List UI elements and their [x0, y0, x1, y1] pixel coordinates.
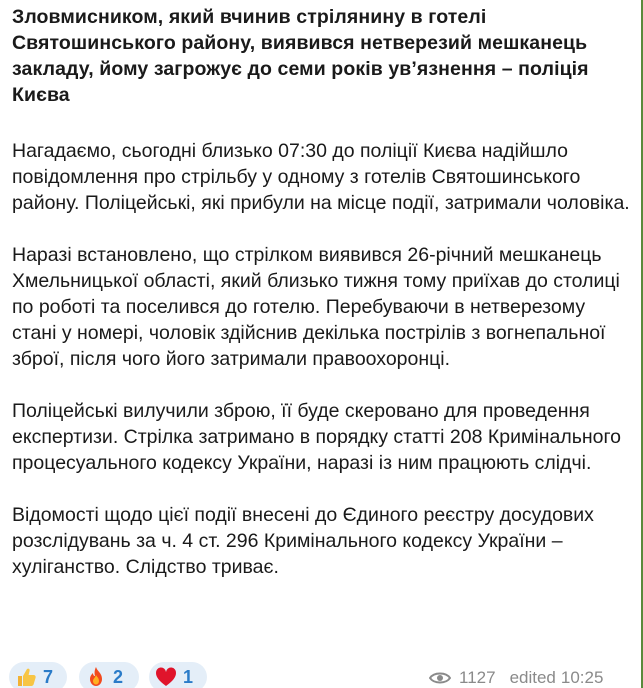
post-paragraph: Нагадаємо, сьогодні близько 07:30 до поліції Києва надійшло повідомлення про стрільбу у одному з готелів Святошинського району. Поліцейські, які прибули на місце події, затримали чоловіка.: [12, 140, 630, 214]
view-count: 1127: [459, 668, 496, 687]
post-footer: [9, 660, 639, 688]
reaction-fire[interactable]: [79, 662, 139, 688]
reaction-count: 1: [183, 666, 194, 687]
eye-icon: [429, 671, 451, 685]
post-meta: [429, 668, 603, 688]
post-paragraph: Наразі встановлено, що стрілком виявився 26-річний мешканець Хмельницької області, який близько тижня тому приїхав до столиці по роботі та поселився до готелю. Перебуваючи в нетверезому стані у номері, чоловік здійснив декілька пострілів з вогнепальної зброї, після чого його затримали правоохоронці.: [12, 244, 620, 370]
reaction-count: 2: [113, 666, 124, 687]
thumbs-up-icon: [15, 666, 37, 688]
reaction-thumbs-up[interactable]: [9, 662, 67, 688]
reaction-count: 7: [43, 666, 54, 687]
channel-post: [12, 0, 634, 580]
fire-icon: [85, 666, 107, 688]
post-paragraph: Поліцейські вилучили зброю, її буде скеровано для проведення експертизи. Стрілка затримано в порядку статті 208 Кримінального процесуального кодексу України, наразі із ним працюють слідчі.: [12, 400, 621, 474]
edited-label: edited: [509, 668, 556, 687]
reaction-heart[interactable]: [149, 662, 207, 688]
post-time: 10:25: [560, 668, 604, 687]
post-paragraph: Відомості щодо цієї події внесені до Єдиного реєстру досудових розслідувань за ч. 4 ст. 296 Кримінального кодексу України – хуліганство. Слідство триває.: [12, 504, 594, 578]
post-title: Зловмисником, який вчинив стрілянину в готелі Святошинського району, виявився нетверезий мешканець закладу, йому загрожує до семи років ув’язнення – поліція Києва: [12, 6, 589, 106]
heart-icon: [155, 666, 177, 688]
